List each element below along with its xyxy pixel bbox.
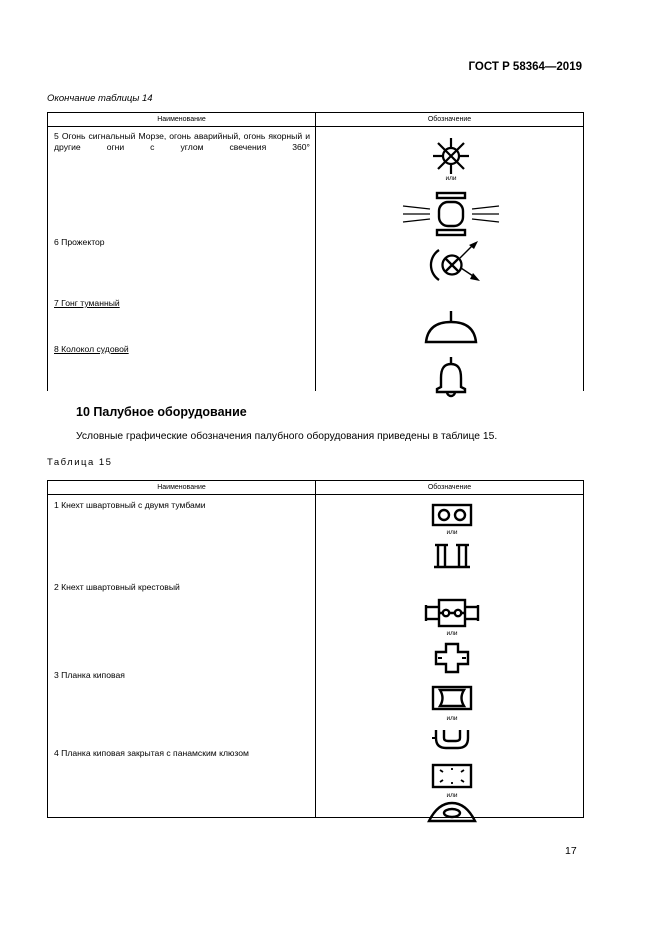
fog-gong-icon bbox=[422, 310, 480, 348]
section-10-paragraph: Условные графические обозначения палубного оборудования приведены в таблице 15. bbox=[76, 431, 498, 442]
cross-bitt-plan-icon bbox=[434, 642, 470, 674]
or-label: или bbox=[446, 715, 458, 722]
table15-header-symbol: Обозначение bbox=[316, 481, 584, 495]
table14-header-symbol: Обозначение bbox=[316, 113, 584, 127]
double-bitt-side-icon bbox=[432, 542, 472, 570]
table14-header-name: Наименование bbox=[48, 113, 316, 127]
fairlead-side-icon bbox=[430, 725, 474, 751]
table14-symbol-column bbox=[316, 127, 584, 392]
or-label: или bbox=[446, 792, 458, 799]
section-10-heading: 10 Палубное оборудование bbox=[76, 405, 247, 419]
table14-name-column bbox=[48, 127, 316, 392]
table15-header-name: Наименование bbox=[48, 481, 316, 495]
searchlight-icon bbox=[420, 237, 484, 289]
or-label: или bbox=[446, 529, 458, 536]
table15-row-name: 1 Кнехт швартовный с двумя тумбами bbox=[54, 500, 206, 510]
fairlead-icon bbox=[431, 685, 473, 711]
table15-row-name: 4 Планка киповая закрытая с панамским клюзом bbox=[54, 748, 249, 758]
double-bitt-icon bbox=[431, 503, 473, 527]
table-14 bbox=[47, 112, 584, 391]
ship-bell-icon bbox=[434, 356, 468, 400]
cross-bitt-icon bbox=[423, 598, 481, 628]
table15-row-name: 2 Кнехт швартовный крестовый bbox=[54, 582, 180, 592]
table14-row-name: 7 Гонг туманный bbox=[54, 298, 120, 308]
table14-row-name: 6 Прожектор bbox=[54, 237, 105, 247]
table14-caption: Окончание таблицы 14 bbox=[47, 93, 153, 104]
table-15 bbox=[47, 480, 584, 818]
lamp-rays-icon bbox=[401, 188, 501, 240]
or-label: или bbox=[445, 175, 457, 182]
table15-symbol-column bbox=[316, 495, 584, 818]
table15-caption: Таблица 15 bbox=[47, 457, 113, 468]
table15-row-name: 3 Планка киповая bbox=[54, 670, 125, 680]
table14-row-name: 8 Колокол судовой bbox=[54, 344, 129, 354]
or-label: или bbox=[446, 630, 458, 637]
standard-designation: ГОСТ Р 58364—2019 bbox=[468, 61, 582, 73]
light-360-icon bbox=[431, 136, 471, 176]
panama-chock-icon bbox=[431, 763, 473, 789]
table15-name-column bbox=[48, 495, 316, 818]
page-number: 17 bbox=[565, 845, 577, 857]
panama-chock-side-icon bbox=[427, 801, 477, 823]
table14-row-name: 5 Огонь сигнальный Морзе, огонь аварийный, огонь якорный и другие огни с углом свечения 360° bbox=[54, 131, 310, 152]
